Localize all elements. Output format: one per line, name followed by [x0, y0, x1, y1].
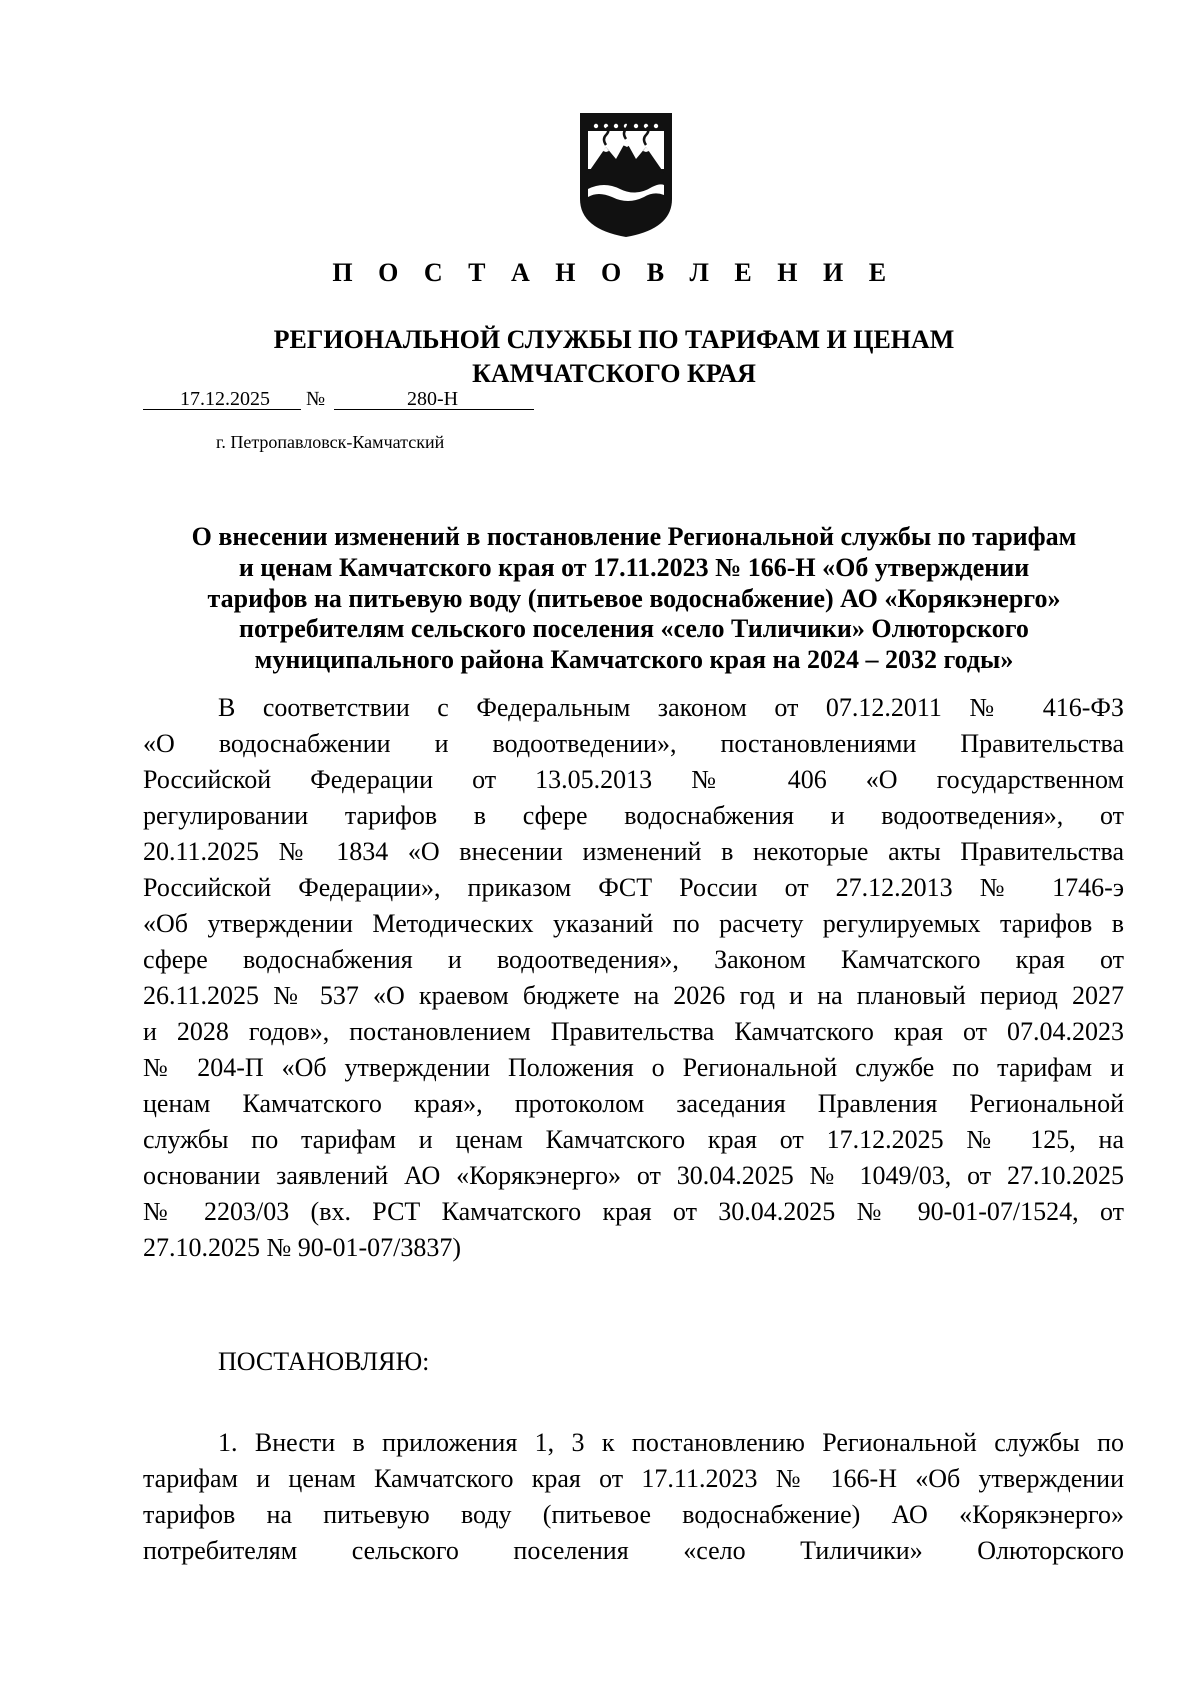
- document-type-heading: П О С Т А Н О В Л Е Н И Е: [332, 258, 896, 287]
- preamble-line: «О водоснабжении и водоотведении», постановлениями Правительства: [143, 729, 1124, 758]
- item-1-line: 1. Внести в приложения 1, 3 к постановлению Региональной службы по: [218, 1428, 1124, 1457]
- preamble-line: 26.11.2025 № 537 «О краевом бюджете на 2026 год и на плановый период 2027: [143, 981, 1124, 1010]
- organization-name-line: РЕГИОНАЛЬНОЙ СЛУЖБЫ ПО ТАРИФАМ И ЦЕНАМ: [273, 325, 955, 354]
- document-number: 280-Н: [407, 388, 459, 410]
- item-1-line: тарифов на питьевую воду (питьевое водоснабжение) АО «Корякэнерго»: [143, 1500, 1124, 1529]
- preamble-line: № 204-П «Об утверждении Положения о Региональной службе по тарифам и: [143, 1053, 1124, 1082]
- preamble-line: и 2028 годов», постановлением Правительства Камчатского края от 07.04.2023: [143, 1017, 1124, 1046]
- city-of-issue: г. Петропавловск-Камчатский: [216, 432, 445, 452]
- preamble-line: 27.10.2025 № 90-01-07/3837): [143, 1233, 462, 1262]
- preamble-line: сфере водоснабжения и водоотведения», Законом Камчатского края от: [143, 945, 1124, 974]
- preamble-line: основании заявлений АО «Корякэнерго» от 30.04.2025 № 1049/03, от 27.10.2025: [143, 1161, 1124, 1190]
- preamble-line: регулировании тарифов в сфере водоснабжения и водоотведения», от: [143, 801, 1124, 830]
- document-date: 17.12.2025: [180, 388, 270, 410]
- preamble-line: службы по тарифам и ценам Камчатского края от 17.12.2025 № 125, на: [143, 1125, 1124, 1154]
- title-line: муниципального района Камчатского края на 2024 – 2032 годы»: [254, 645, 1014, 675]
- item-1-line: потребителям сельского поселения «село Тиличики» Олюторского: [143, 1536, 1124, 1565]
- preamble-line: Российской Федерации от 13.05.2013 № 406 «О государственном: [143, 765, 1124, 794]
- preamble-line: ценам Камчатского края», протоколом заседания Правления Региональной: [143, 1089, 1124, 1118]
- kamchatka-coat-of-arms-emblem: [574, 107, 678, 239]
- number-label: №: [306, 388, 326, 410]
- title-line: тарифов на питьевую воду (питьевое водоснабжение) АО «Корякэнерго»: [207, 583, 1061, 613]
- organization-name-line: КАМЧАТСКОГО КРАЯ: [472, 359, 756, 388]
- document-title: [140, 522, 1128, 676]
- title-line: О внесении изменений в постановление Региональной службы по тарифам: [191, 522, 1077, 551]
- preamble-line: № 2203/03 (вх. РСТ Камчатского края от 30.04.2025 № 90-01-07/1524, от: [143, 1197, 1124, 1226]
- organization-name: [0, 323, 1200, 391]
- title-line: и ценам Камчатского края от 17.11.2023 № 166-Н «Об утверждении: [238, 552, 1030, 582]
- preamble-line: «Об утверждении Методических указаний по расчету регулируемых тарифов в: [143, 909, 1124, 938]
- item-1-line: тарифам и ценам Камчатского края от 17.11.2023 № 166-Н «Об утверждении: [143, 1464, 1124, 1493]
- preamble-line: В соответствии с Федеральным законом от 07.12.2011 № 416-ФЗ: [218, 693, 1124, 722]
- preamble-line: 20.11.2025 № 1834 «О внесении изменений в некоторые акты Правительства: [143, 837, 1124, 866]
- resolve-word: ПОСТАНОВЛЯЮ:: [218, 1347, 430, 1376]
- preamble-line: Российской Федерации», приказом ФСТ России от 27.12.2013 № 1746-э: [143, 873, 1124, 902]
- title-line: потребителям сельского поселения «село Тиличики» Олюторского: [239, 614, 1029, 644]
